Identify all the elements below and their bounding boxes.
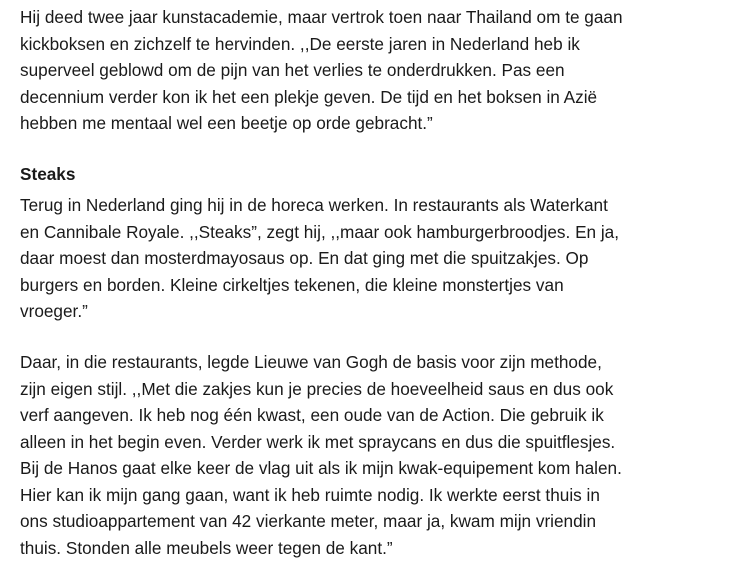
text-line: Terug in Nederland ging hij in de horeca werken. In restaurants als Waterkant [20,195,608,215]
text-line: burgers en borden. Kleine cirkeltjes tekenen, die kleine monstertjes van [20,274,564,295]
text-line: daar moest dan mosterdmayosaus op. En dat ging met die spuitzakjes. Op [20,248,589,268]
paragraph-horeca [20,192,619,325]
text-line: Hij deed twee jaar kunstacademie, maar vertrok toen naar Thailand om te gaan [20,7,623,27]
text-line: kickboksen en zichzelf te hervinden. ,,De eerste jaren in Nederland heb ik [20,33,580,54]
text-line: superveel geblowd om de pijn van het verlies te onderdrukken. Pas een [20,60,565,80]
paragraph-thailand [20,4,623,137]
text-line: ons studioappartement van 42 vierkante meter, maar ja, kwam mijn vriendin [20,511,597,531]
text-line: thuis. Stonden alle meubels weer tegen de kant.” [20,537,393,558]
text-line: decennium verder kon ik het een plekje geven. De tijd en het boksen in Azië [20,86,598,107]
text-line: vroeger.” [20,301,88,321]
text-line: zijn eigen stijl. ,,Met die zakjes kun je precies de hoeveelheid saus en dus ook [20,378,614,399]
text-line: alleen in het begin even. Verder werk ik met spraycans en dus die spuitflesjes. [20,431,616,452]
text-line: en Cannibale Royale. ,,Steaks”, zegt hij, ,,maar ook hamburgerbroodjes. En ja, [20,221,620,242]
text-line: Daar, in die restaurants, legde Lieuwe van Gogh de basis voor zijn methode, [20,352,602,372]
text-line: Bij de Hanos gaat elke keer de vlag uit als ik mijn kwak-equipement kom halen. [20,458,622,478]
text-line: hebben me mentaal wel een beetje op orde gebracht.” [20,113,433,133]
text-line: verf aangeven. Ik heb nog één kwast, een oude van de Action. Die gebruik ik [20,405,604,425]
section-heading: Steaks [20,164,76,184]
text-line: Hier kan ik mijn gang gaan, want ik heb ruimte nodig. Ik werkte eerst thuis in [20,484,600,505]
paragraph-methode [20,349,622,561]
